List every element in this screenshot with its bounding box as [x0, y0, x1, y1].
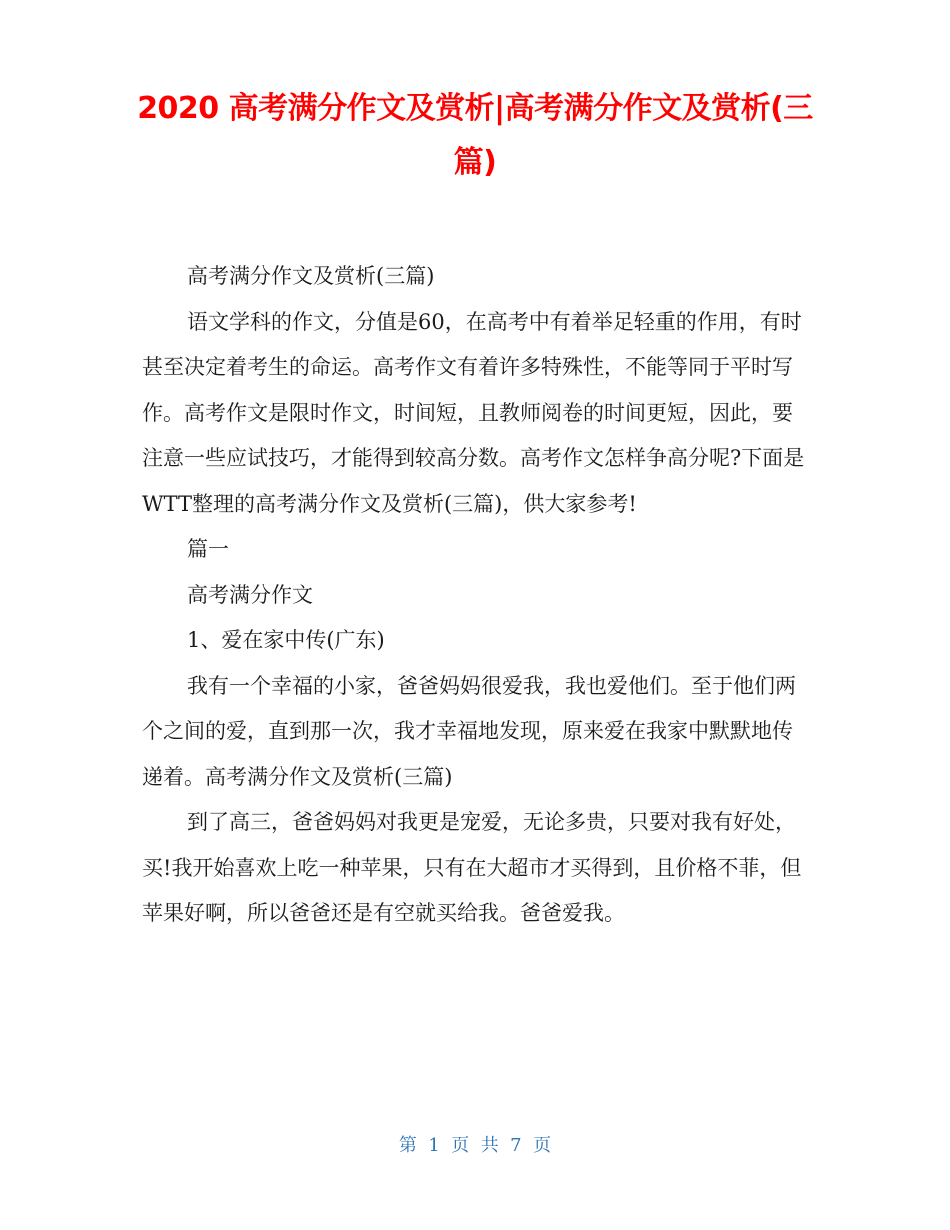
footer-label-total-unit: 页	[533, 1135, 552, 1156]
paragraph-subtitle: 高考满分作文及赏析(三篇)	[187, 264, 435, 288]
document-title: 2020 高考满分作文及赏析|高考满分作文及赏析(三篇)	[137, 91, 813, 180]
footer-total-pages: 7	[510, 1135, 522, 1156]
page-footer	[0, 1133, 950, 1159]
paragraph-section-label: 篇一	[187, 537, 229, 561]
footer-current-page: 1	[428, 1135, 440, 1156]
footer-label-page: 第	[398, 1135, 417, 1156]
paragraph-essay-title: 1、爱在家中传(广东)	[187, 628, 385, 652]
paragraph-intro: 语文学科的作文，分值是60，在高考中有着举足轻重的作用，有时甚至决定着考生的命运。高考作文有着许多特殊性，不能等同于平时写作。高考作文是限时作文，时间短，且教师阅卷的时间更短，因此，要注意一些应试技巧，才能得到较高分数。高考作文怎样争高分呢?下面是WTT整理的高考满分作文及赏析(三篇)，供大家参考!	[142, 309, 805, 516]
footer-label-page-unit: 页	[451, 1135, 470, 1156]
footer-label-total: 共	[480, 1135, 499, 1156]
paragraph-section-heading: 高考满分作文	[187, 582, 313, 607]
document-body	[142, 254, 807, 937]
paragraph-essay-2: 到了高三，爸爸妈妈对我更是宠爱，无论多贵，只要对我有好处，买!我开始喜欢上吃一种苹果，只有在大超市才买得到，且价格不菲，但苹果好啊，所以爸爸还是有空就买给我。爸爸爱我。	[142, 810, 802, 925]
paragraph-essay-1: 我有一个幸福的小家，爸爸妈妈很爱我，我也爱他们。至于他们两个之间的爱，直到那一次，我才幸福地发现，原来爱在我家中默默地传递着。高考满分作文及赏析(三篇)	[142, 673, 796, 789]
